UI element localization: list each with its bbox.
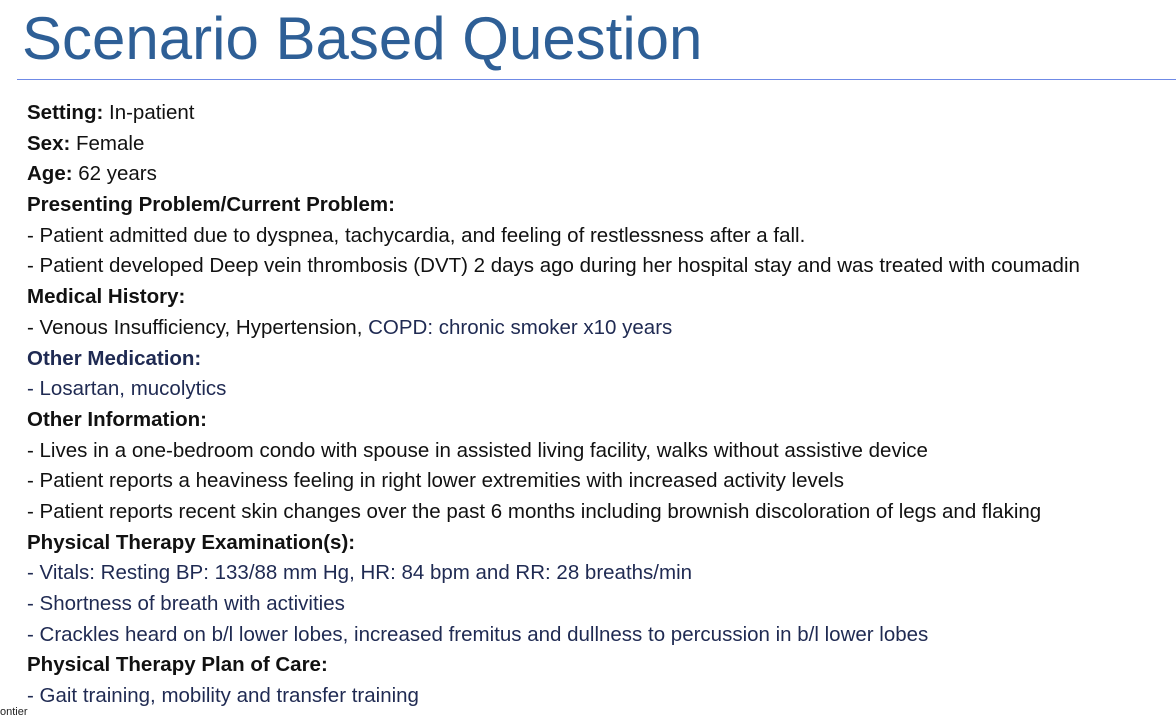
other-medication-item: - Losartan, mucolytics bbox=[27, 377, 227, 401]
age-row bbox=[27, 159, 1176, 190]
pt-plan-of-care-item: - Gait training, mobility and transfer training bbox=[27, 684, 419, 708]
slide-title: Scenario Based Question bbox=[22, 5, 703, 72]
other-medication-heading: Other Medication: bbox=[27, 346, 202, 370]
medical-history-item bbox=[27, 313, 1176, 344]
presenting-problem-heading: Presenting Problem/Current Problem: bbox=[27, 193, 395, 217]
title-divider bbox=[17, 79, 1176, 80]
pt-examination-item: - Crackles heard on b/l lower lobes, increased fremitus and dullness to percussion in b/l lower lobes bbox=[27, 622, 929, 646]
medical-history-copd: COPD: chronic smoker x10 years bbox=[368, 315, 673, 339]
footer-fragment: ontier bbox=[0, 706, 28, 718]
age-value: 62 years bbox=[72, 162, 157, 186]
setting-label: Setting: bbox=[27, 101, 104, 124]
age-label: Age: bbox=[27, 162, 73, 186]
other-information-item: - Patient reports recent skin changes over the past 6 months including brownish discoloration of legs and flaking bbox=[27, 499, 1042, 523]
other-information-item: - Lives in a one-bedroom condo with spouse in assisted living facility, walks without assistive device bbox=[27, 438, 928, 462]
scenario-content bbox=[27, 98, 1176, 712]
setting-row bbox=[27, 98, 1176, 129]
other-information-item: - Patient reports a heaviness feeling in right lower extremities with increased activity levels bbox=[27, 469, 844, 493]
presenting-problem-item: - Patient admitted due to dyspnea, tachycardia, and feeling of restlessness after a fall. bbox=[27, 223, 806, 247]
pt-examination-heading: Physical Therapy Examination(s): bbox=[27, 530, 356, 554]
setting-value: In-patient bbox=[103, 101, 195, 124]
pt-examination-item: - Vitals: Resting BP: 133/88 mm Hg, HR: 84 bpm and RR: 28 breaths/min bbox=[27, 561, 693, 585]
pt-examination-item: - Shortness of breath with activities bbox=[27, 592, 345, 615]
sex-label: Sex: bbox=[27, 131, 71, 155]
presenting-problem-item: - Patient developed Deep vein thrombosis (DVT) 2 days ago during her hospital stay and was treated with coumadin bbox=[27, 254, 1080, 278]
medical-history-conditions: - Venous Insufficiency, Hypertension, bbox=[27, 315, 369, 339]
sex-value: Female bbox=[70, 131, 145, 155]
other-information-heading: Other Information: bbox=[27, 407, 207, 431]
medical-history-heading: Medical History: bbox=[27, 285, 186, 309]
pt-plan-of-care-heading: Physical Therapy Plan of Care: bbox=[27, 653, 328, 677]
sex-row bbox=[27, 129, 1176, 160]
